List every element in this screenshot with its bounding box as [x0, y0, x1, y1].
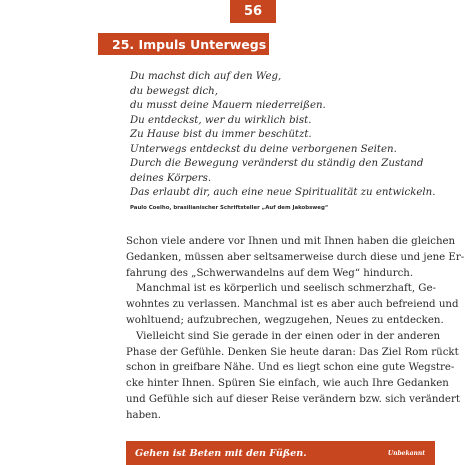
text-line: wohntes zu verlassen. Manchmal ist es aber auch befreiend und [126, 299, 459, 311]
paragraph-2 [126, 281, 459, 328]
poem-line: du bewegst dich, [130, 85, 218, 97]
text-line: wohltuend; aufzubrechen, wegzugehen, Neues zu entdecken. [126, 314, 444, 326]
text-line: Schon viele andere vor Ihnen und mit Ihnen haben die gleichen [126, 236, 456, 247]
poem-attribution: Paulo Coelho, brasilianischer Schriftsteller „Auf dem Jakobsweg“ [130, 204, 329, 211]
paragraph-3 [126, 329, 460, 424]
page-number-text: 56 [243, 4, 263, 19]
footer-quote-bar [126, 441, 435, 465]
poem-line: Du machst dich auf den Weg, [130, 71, 282, 82]
chapter-title-bar [98, 33, 300, 55]
text-line: Phase der Gefühle. Denken Sie heute daran: Das Ziel Rom rückt [126, 346, 459, 358]
chapter-title: 25. Impuls Unterwegs sein [112, 36, 300, 52]
footer-quote: Gehen ist Beten mit den Füßen. [135, 447, 307, 459]
poem-line: du musst deine Mauern niederreißen. [130, 100, 326, 111]
poem-line: Du entdeckst, wer du wirklich bist. [130, 114, 312, 126]
poem-line: deines Körpers. [130, 172, 212, 184]
text-line: fahrung des „Schwerwandelns auf dem Weg“ hindurch. [126, 267, 414, 279]
poem-line: Durch die Bewegung veränderst du ständig den Zustand [130, 158, 424, 169]
poem-line: Zu Hause bist du immer beschützt. [130, 129, 312, 140]
footer-author: Unbekannt [387, 449, 425, 457]
text-line: Gedanken, müssen aber seltsamerweise durch diese und jene Er- [126, 251, 465, 263]
poem-block [130, 70, 436, 212]
poem-line: Unterwegs entdeckst du deine verborgenen Seiten. [130, 143, 397, 155]
text-line: Vielleicht sind Sie gerade in der einen oder in der anderen [136, 330, 441, 342]
body-text [126, 234, 465, 424]
paragraph-1 [126, 234, 465, 281]
text-line: haben. [126, 409, 161, 421]
text-line: schon in greifbare Nähe. Und es liegt schon eine gute Wegstre- [126, 362, 455, 374]
poem-line: Das erlaubt dir, auch eine neue Spiritualität zu entwickeln. [130, 187, 436, 198]
text-line: Manchmal ist es körperlich und seelisch schmerzhaft, Ge- [136, 283, 436, 295]
text-line: und Gefühle sich auf dieser Reise verändern bzw. sich verändert [126, 393, 460, 405]
text-line: cke hinter Ihnen. Spüren Sie einfach, wie auch Ihre Gedanken [126, 378, 449, 390]
page-number [230, 0, 276, 23]
